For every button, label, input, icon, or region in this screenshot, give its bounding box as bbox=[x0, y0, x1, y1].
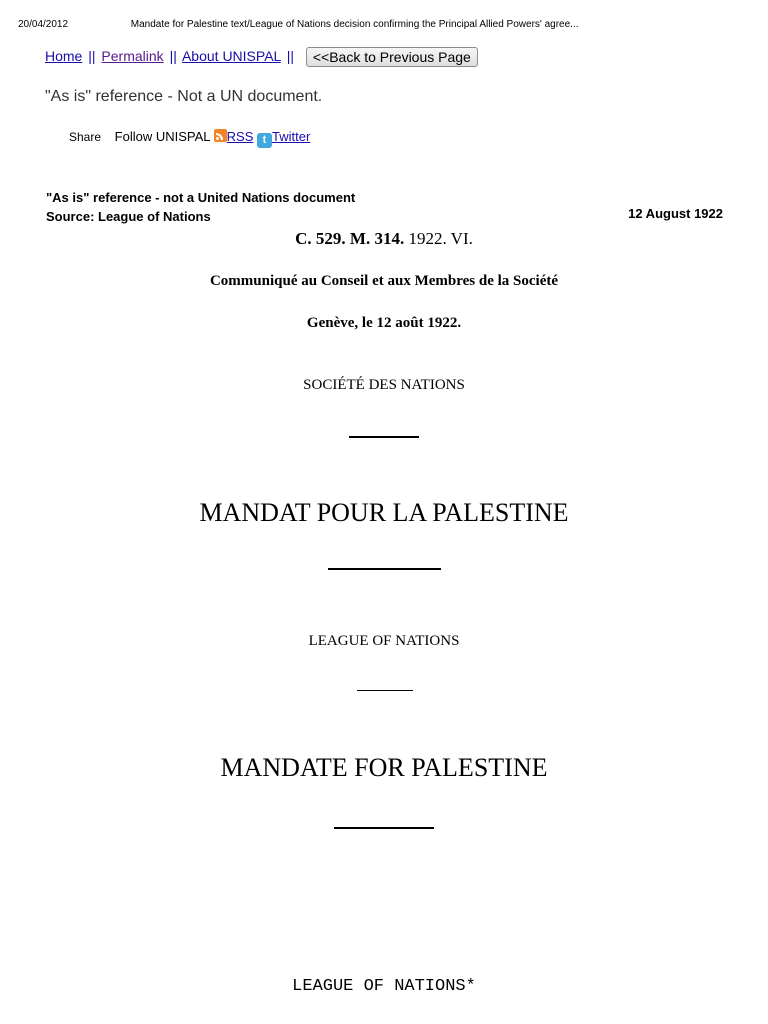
as-is-notice: "As is" reference - Not a UN document. bbox=[45, 88, 323, 105]
divider bbox=[334, 827, 434, 829]
mandate-title-english: MANDATE FOR PALESTINE bbox=[220, 753, 548, 782]
as-is-reference: "As is" reference - not a United Nations document bbox=[46, 190, 356, 205]
top-nav bbox=[45, 48, 478, 68]
mandat-title-french: MANDAT POUR LA PALESTINE bbox=[199, 498, 569, 527]
communique-line: Communiqué au Conseil et aux Membres de la Société bbox=[209, 273, 559, 289]
print-header bbox=[18, 19, 579, 30]
league-of-nations-footnote-heading: LEAGUE OF NATIONS* bbox=[292, 977, 476, 996]
about-unispal-link[interactable]: About UNISPAL bbox=[181, 48, 281, 64]
nav-separator: || bbox=[88, 48, 96, 64]
share-bar bbox=[69, 129, 310, 148]
geneve-date-line: Genève, le 12 août 1922. bbox=[306, 315, 462, 331]
divider bbox=[328, 568, 441, 570]
share-button[interactable]: Share bbox=[69, 130, 102, 144]
divider bbox=[357, 690, 413, 691]
print-date: 20/04/2012 bbox=[18, 19, 69, 30]
follow-label: Follow UNISPAL bbox=[114, 129, 211, 144]
source-line: Source: League of Nations bbox=[46, 209, 211, 224]
twitter-link[interactable]: Twitter bbox=[272, 129, 311, 144]
rss-icon[interactable] bbox=[214, 129, 227, 142]
divider bbox=[349, 436, 419, 438]
back-to-previous-page-button[interactable]: <<Back to Previous Page bbox=[306, 47, 478, 67]
societe-des-nations-heading: SOCIÉTÉ DES NATIONS bbox=[303, 377, 465, 393]
permalink-link[interactable]: Permalink bbox=[101, 48, 164, 64]
rss-link[interactable]: RSS bbox=[226, 129, 254, 144]
nav-separator: || bbox=[286, 48, 294, 64]
document-code-rest: 1922. VI. bbox=[408, 229, 473, 248]
print-title: Mandate for Palestine text/League of Nations decision confirming the Principal Allied Powers' agree... bbox=[130, 19, 579, 30]
reference-block bbox=[46, 188, 355, 226]
document-date: 12 August 1922 bbox=[628, 206, 723, 221]
twitter-icon[interactable]: t bbox=[257, 133, 272, 148]
document-code bbox=[0, 229, 768, 249]
nav-separator: || bbox=[169, 48, 177, 64]
league-of-nations-heading: LEAGUE OF NATIONS bbox=[308, 633, 460, 649]
home-link[interactable]: Home bbox=[45, 48, 83, 64]
document-code-bold: C. 529. M. 314. bbox=[295, 229, 405, 248]
